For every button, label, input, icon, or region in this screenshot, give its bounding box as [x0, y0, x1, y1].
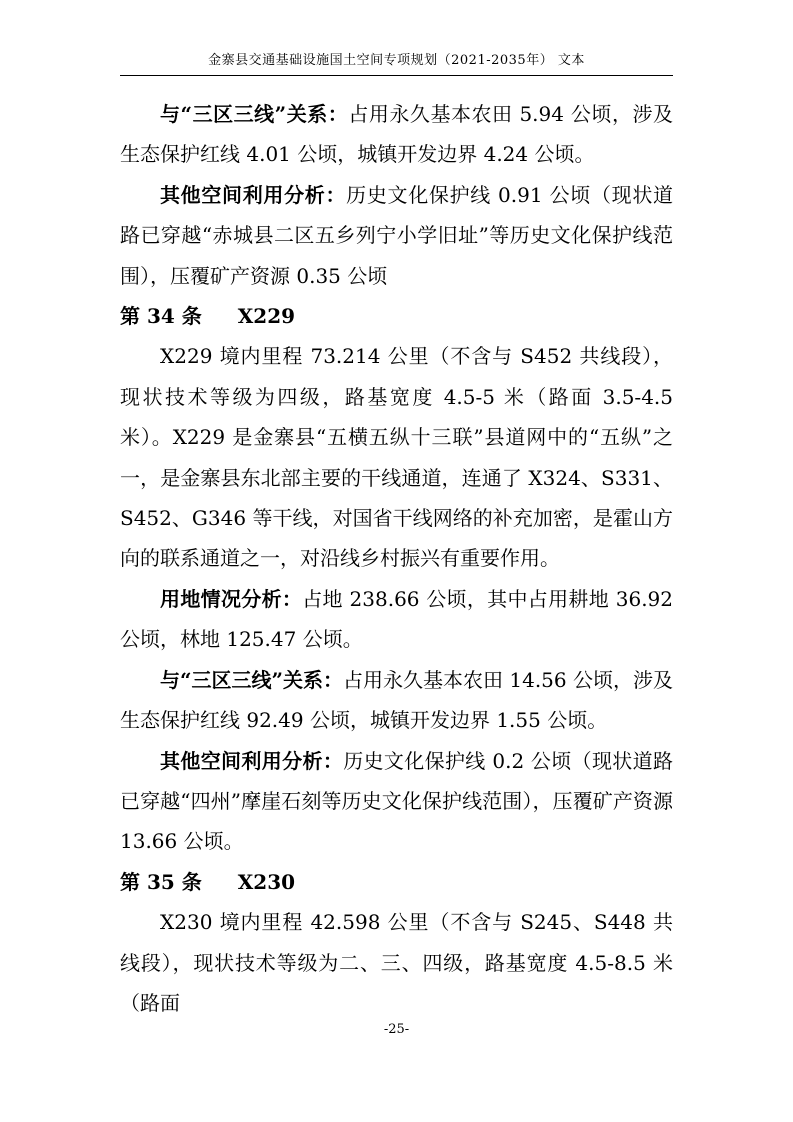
paragraph-label: 与“三区三线”关系： — [160, 667, 344, 692]
article-number: 第 34 条 — [120, 304, 202, 329]
paragraph-label: 其他空间利用分析： — [160, 748, 344, 773]
paragraph-text: 占用永久基本农田 5.94 公顷，涉及生态保护红线 4.01 公顷，城镇开发边界 4.24 公顷。 — [120, 102, 674, 167]
paragraph-text: 历史文化保护线 0.91 公顷（现状道路已穿越“赤城县二区五乡列宁小学旧址”等历史文化保护线范围），压覆矿产资源 0.35 公顷 — [120, 182, 674, 288]
paragraph-other-space-use-1 — [120, 175, 673, 296]
article-heading-34 — [120, 296, 673, 336]
paragraph-label: 与“三区三线”关系： — [160, 102, 349, 126]
paragraph-x230-overview — [120, 902, 673, 1023]
paragraph-label: 其他空间利用分析： — [160, 182, 347, 207]
paragraph-three-zones-relation-2 — [120, 660, 673, 741]
paragraph-text: X230 境内里程 42.598 公里（不含与 S245、S448 共线段），现状技术等级为二、三、四级，路基宽度 4.5-8.5 米（路面 — [120, 910, 673, 1015]
paragraph-text: 占地 238.66 公顷，其中占用耕地 36.92 公顷，林地 125.47 公顷。 — [120, 586, 674, 652]
paragraph-other-space-use-2 — [120, 741, 673, 862]
article-road-code: X229 — [237, 304, 296, 329]
paragraph-label: 用地情况分析： — [160, 586, 303, 611]
paragraph-text: X229 境内里程 73.214 公里（不含与 S452 共线段），现状技术等级为四级，路基宽度 4.5-5 米（路面 3.5-4.5 米）。X229 是金寨县“五横五纵十三联”县道网中的“五纵”之一，是金寨县东北部主要的干线通道，连通了 X324、S331、S452、G346 等干线，对国省干线网络的补充加密，是霍山方向的联系通道之一，对沿线乡村振兴有重要作用。 — [120, 344, 673, 571]
article-road-code: X230 — [237, 869, 296, 894]
running-header-title: 金寨县交通基础设施国土空间专项规划（2021-2035年） 文本 — [208, 53, 585, 68]
article-heading-35 — [120, 862, 673, 902]
page-number: -25- — [383, 1022, 410, 1037]
header-divider — [120, 75, 673, 76]
paragraph-text: 占用永久基本农田 14.56 公顷，涉及生态保护红线 92.49 公顷，城镇开发边界 1.55 公顷。 — [120, 667, 673, 733]
paragraph-x229-overview — [120, 336, 673, 578]
paragraph-land-use-analysis — [120, 579, 673, 660]
article-number: 第 35 条 — [120, 869, 202, 894]
paragraph-three-zones-relation-1 — [120, 94, 673, 175]
document-body — [120, 94, 673, 1023]
paragraph-text: 历史文化保护线 0.2 公顷（现状道路已穿越“四州”摩崖石刻等历史文化保护线范围），压覆矿产资源 13.66 公顷。 — [120, 748, 674, 854]
